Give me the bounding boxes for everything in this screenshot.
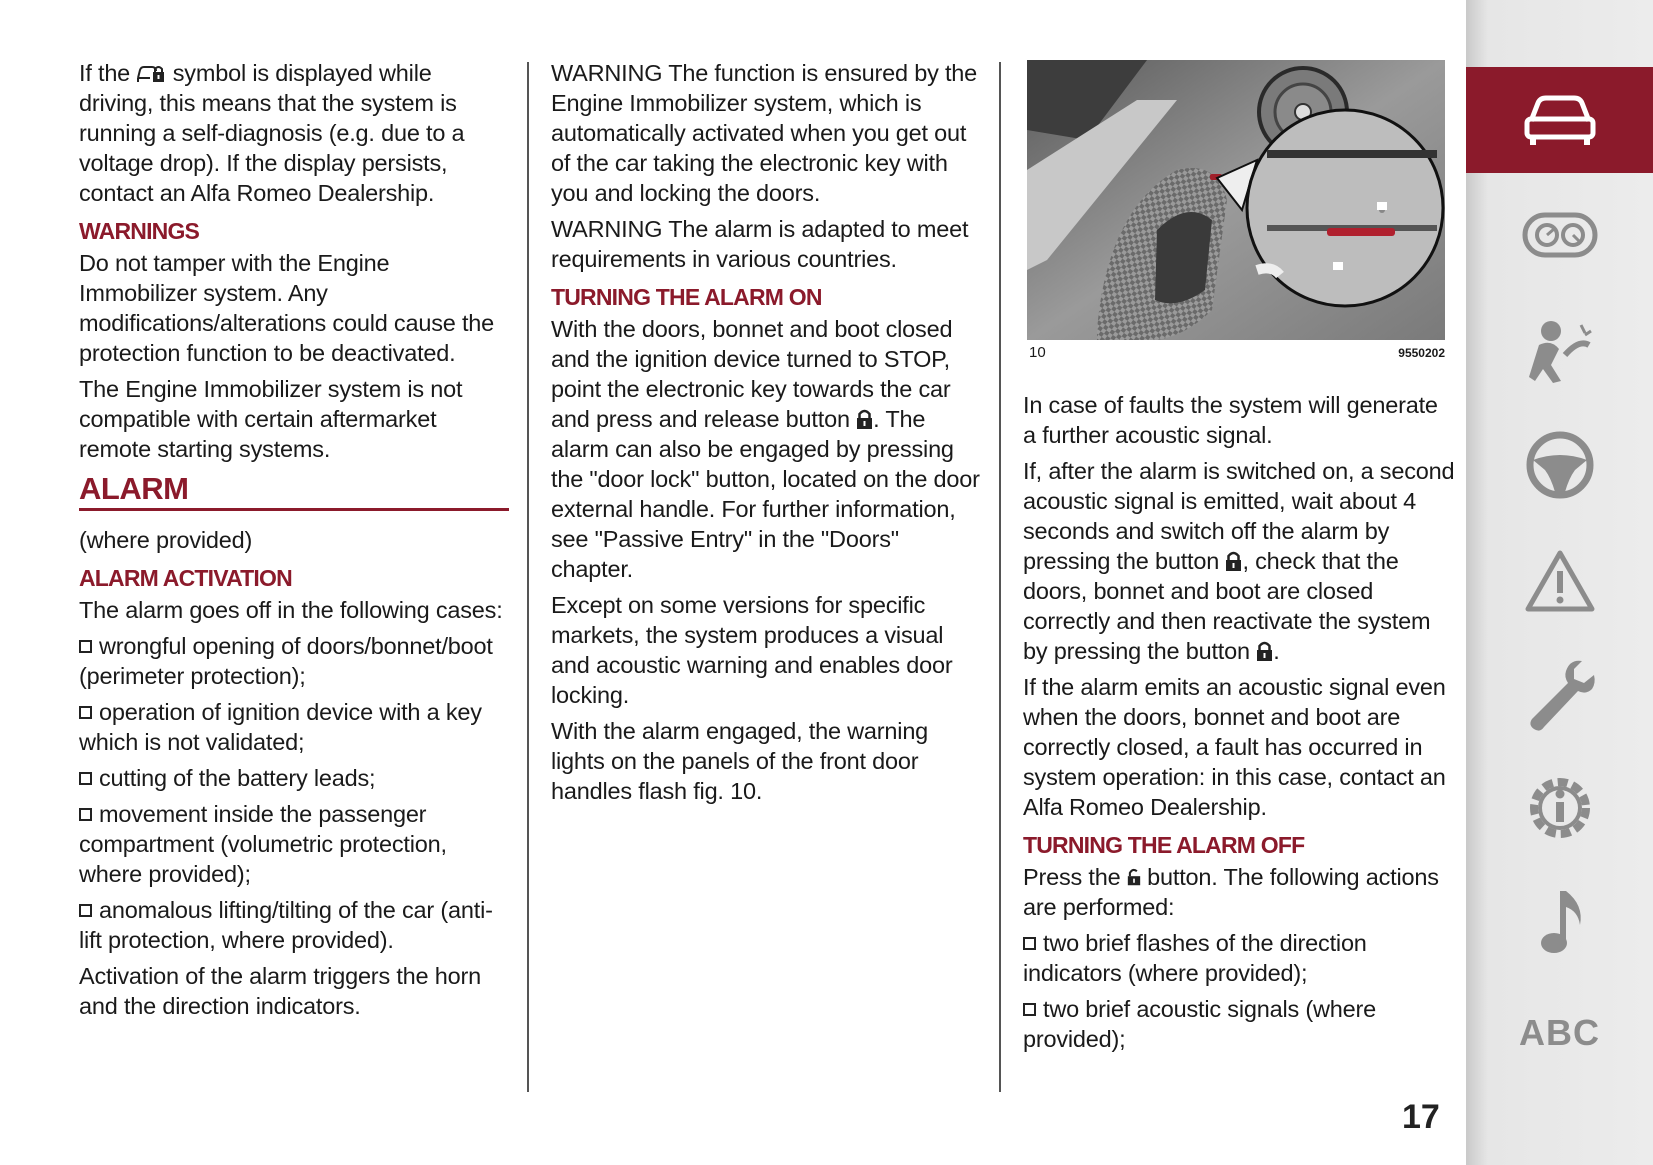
- sidebar-tab-emergency[interactable]: [1466, 527, 1653, 633]
- wrench-icon: [1524, 657, 1596, 733]
- sidebar-tab-technical-data[interactable]: [1466, 755, 1653, 861]
- car-lock-icon: [136, 62, 166, 84]
- list-item: anomalous lifting/tilting of the car (anti-lift protection, where provided).: [79, 897, 493, 953]
- lock-icon: [856, 408, 873, 430]
- alarm-on-paragraph: With the doors, bonnet and boot closed and the ignition device turned to STOP, point the electronic key towards the car and press and release button . The alarm can also be engaged by pressing the "door lock" button, located on the door external handle. For further information, see "Passive Entry" in the "Doors" chapter.: [551, 316, 980, 582]
- warnings-heading: WARNINGS: [79, 218, 200, 244]
- list-item: wrongful opening of doors/bonnet/boot (perimeter protection);: [79, 633, 493, 689]
- warning-paragraph-2: The Engine Immobilizer system is not compatible with certain aftermarket remote starting systems.: [79, 376, 463, 462]
- column-left: [79, 58, 509, 1027]
- unlock-icon: [1127, 866, 1141, 888]
- checkbox-bullet-icon: [79, 640, 92, 653]
- steering-wheel-icon: [1525, 430, 1595, 500]
- sidebar-tab-instruments[interactable]: [1466, 182, 1653, 288]
- door-handle-illustration: [1027, 60, 1445, 340]
- checkbox-bullet-icon: [79, 904, 92, 917]
- where-provided-note: (where provided): [79, 527, 253, 553]
- figure-code: 9550202: [1398, 346, 1445, 360]
- list-item: two brief flashes of the direction indicators (where provided);: [1023, 930, 1367, 986]
- faults-paragraph: In case of faults the system will generate a further acoustic signal.: [1023, 392, 1438, 448]
- activation-outro: Activation of the alarm triggers the horn and the direction indicators.: [79, 963, 481, 1019]
- alarm-on-paragraph-2: Except on some versions for specific markets, the system produces a visual and acoustic warning and enables door locking.: [551, 592, 953, 708]
- list-item: cutting of the battery leads;: [79, 763, 509, 793]
- lock-icon: [1225, 550, 1242, 572]
- list-item: operation of ignition device with a key which is not validated;: [79, 699, 482, 755]
- figure-number: 10: [1029, 344, 1046, 361]
- alarm-activation-heading: ALARM ACTIVATION: [79, 565, 292, 591]
- instrument-panel-icon: [1522, 210, 1598, 260]
- sidebar-tab-maintenance[interactable]: [1466, 642, 1653, 748]
- alarm-section-heading: ALARM: [79, 474, 509, 511]
- column-right: [1023, 390, 1455, 1060]
- column-divider: [527, 62, 529, 1092]
- warning-function: WARNING The function is ensured by the Engine Immobilizer system, which is automatically activated when you get out of the car taking the electronic key with you and locking the doors.: [551, 60, 978, 206]
- list-item: movement inside the passenger compartment (volumetric protection, where provided);: [79, 801, 447, 887]
- sidebar-tab-multimedia[interactable]: [1466, 868, 1653, 974]
- warning-countries: WARNING The alarm is adapted to meet requirements in various countries.: [551, 216, 969, 272]
- sidebar-tab-safety[interactable]: [1466, 297, 1653, 403]
- checkbox-bullet-icon: [79, 772, 92, 785]
- info-gear-icon: [1524, 772, 1596, 844]
- sidebar-tab-index[interactable]: [1466, 980, 1653, 1086]
- alarm-off-paragraph: Press the button. The following actions are performed:: [1023, 864, 1439, 920]
- checkbox-bullet-icon: [1023, 937, 1036, 950]
- checkbox-bullet-icon: [1023, 1003, 1036, 1016]
- second-signal-paragraph: If, after the alarm is switched on, a second acoustic signal is emitted, wait about 4 seconds and switch off the alarm by pressing the button , check that the doors, bonnet and boot are closed correctly and then reactivate the system by pressing the button .: [1023, 458, 1455, 664]
- turning-alarm-on-heading: TURNING THE ALARM ON: [551, 284, 822, 310]
- page-number: 17: [1402, 1098, 1440, 1136]
- warning-paragraph-1: Do not tamper with the Engine Immobilizer system. Any modifications/alterations could cause the protection function to be deactivated.: [79, 250, 495, 366]
- turning-alarm-off-heading: TURNING THE ALARM OFF: [1023, 832, 1305, 858]
- music-note-icon: [1530, 885, 1590, 957]
- activation-intro: The alarm goes off in the following cases:: [79, 597, 503, 623]
- figure-door-handle: [1027, 60, 1445, 340]
- intro-paragraph: If the symbol is displayed while driving, this means that the system is running a self-diagnosis (e.g. due to a voltage drop). If the display persists, contact an Alfa Romeo Dealership.: [79, 60, 465, 206]
- checkbox-bullet-icon: [79, 808, 92, 821]
- alarm-on-paragraph-3: With the alarm engaged, the warning lights on the panels of the front door handles flash fig. 10.: [551, 718, 929, 804]
- warning-triangle-icon: [1524, 547, 1596, 613]
- abc-index-label: ABC: [1519, 1012, 1600, 1053]
- car-icon: [1523, 93, 1597, 147]
- checkbox-bullet-icon: [79, 706, 92, 719]
- column-middle: [551, 58, 983, 812]
- column-divider: [999, 62, 1001, 1092]
- lock-icon: [1256, 640, 1273, 662]
- airbag-passenger-icon: [1525, 315, 1595, 385]
- list-item: two brief acoustic signals (where provided);: [1023, 996, 1376, 1052]
- sidebar-tab-driving[interactable]: [1466, 412, 1653, 518]
- fault-paragraph: If the alarm emits an acoustic signal even when the doors, bonnet and boot are correctly closed, a fault has occurred in system operation: in this case, contact an Alfa Romeo Dealership.: [1023, 674, 1446, 820]
- sidebar-tab-car[interactable]: [1466, 67, 1653, 173]
